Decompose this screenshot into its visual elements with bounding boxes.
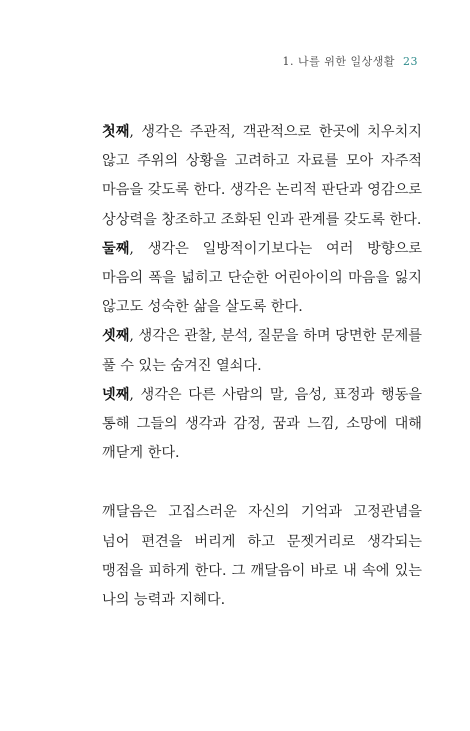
paragraph-text: , 생각은 일방적이기보다는 여러 방향으로 마음의 폭을 넓히고 단순한 어린아이의 마음을 잃지 않고도 성숙한 삶을 살도록 한다.: [102, 240, 422, 316]
paragraph-lead: 첫째: [102, 124, 130, 140]
paragraph-lead: 둘째: [102, 240, 130, 257]
body-text: [102, 118, 422, 615]
chapter-title: 1. 나를 위한 일상생활: [282, 55, 395, 68]
paragraph-lead: 셋째: [102, 328, 130, 345]
paragraph-text: , 생각은 다른 사람의 말, 음성, 표정과 행동을 통해 그들의 생각과 감정, 꿈과 느낌, 소망에 대해 깨닫게 한다.: [102, 386, 422, 462]
paragraph-closing: [102, 498, 422, 615]
paragraph-text: , 생각은 주관적, 객관적으로 한곳에 치우치지 않고 주위의 상황을 고려하고 자료를 모아 자주적 마음을 갖도록 한다. 생각은 논리적 판단과 영감으로 상상력을 창조하고 조화된 인과 관계를 갖도록 한다.: [102, 124, 422, 228]
page-number: 23: [403, 55, 418, 68]
paragraph-second: [102, 235, 422, 323]
paragraph-first: [102, 118, 422, 235]
paragraph-text: , 생각은 관찰, 분석, 질문을 하며 당면한 문제를 풀 수 있는 숨겨진 열쇠다.: [102, 328, 422, 374]
paragraph-fourth: [102, 381, 422, 469]
paragraph-third: [102, 322, 422, 380]
paragraph-lead: 넷째: [102, 386, 130, 403]
paragraph-text: 깨달음은 고집스러운 자신의 기억과 고정관념을 넘어 편견을 버리게 하고 문젯거리로 생각되는 맹점을 피하게 한다. 그 깨달음이 바로 내 속에 있는 나의 능력과 지혜다.: [102, 504, 422, 609]
running-header: [283, 53, 419, 69]
